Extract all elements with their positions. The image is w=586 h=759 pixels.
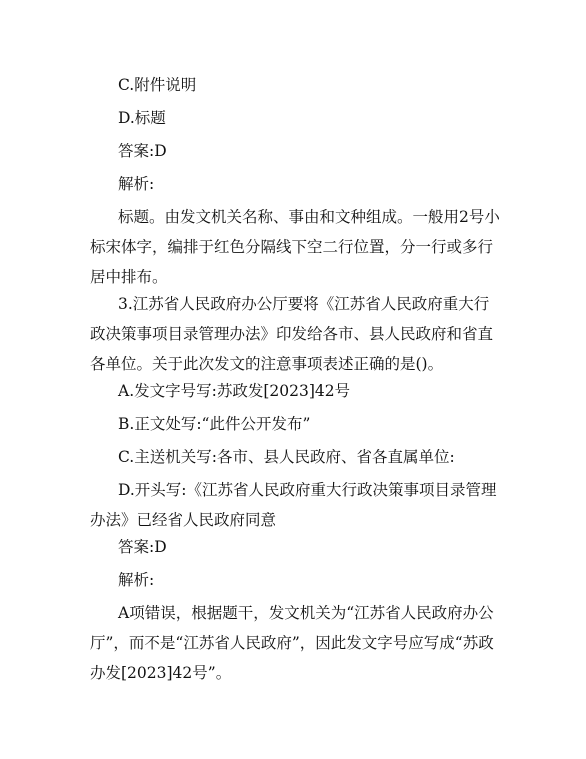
option-d: D.标题 xyxy=(118,109,166,127)
question-3: 3.江苏省人民政府办公厅要将《江苏省人民政府重大行政决策事项目录管理办法》印发给各市、县人民政府和省直各单位。关于此次发文的注意事项表述正确的是()。 xyxy=(90,295,494,373)
analysis-label-2: 解析: xyxy=(118,571,155,589)
question-3-option-a: A.发文字号写:苏政发[2023]42号 xyxy=(118,382,351,400)
answer-label-2: 答案:D xyxy=(118,538,167,556)
analysis-paragraph: 标题。由发文机关名称、事由和文种组成。一般用2号小标宋体字，编排于红色分隔线下空二行位置，分一行或多行居中排布。 xyxy=(90,208,500,286)
question-3-option-c: C.主送机关写:各市、县人民政府、省各直属单位: xyxy=(118,448,455,466)
answer-label: 答案:D xyxy=(118,142,167,160)
question-3-option-d: D.开头写:《江苏省人民政府重大行政决策事项目录管理办法》已经省人民政府同意 xyxy=(90,481,497,529)
analysis-paragraph-2: A项错误，根据题干，发文机关为“江苏省人民政府办公厅”，而不是“江苏省人民政府”，因此发文字号应写成“苏政办发[2023]42号”。 xyxy=(90,604,494,682)
question-3-option-b: B.正文处写:“此件公开发布” xyxy=(118,415,311,433)
analysis-label: 解析: xyxy=(118,175,155,193)
option-c: C.附件说明 xyxy=(118,76,197,94)
